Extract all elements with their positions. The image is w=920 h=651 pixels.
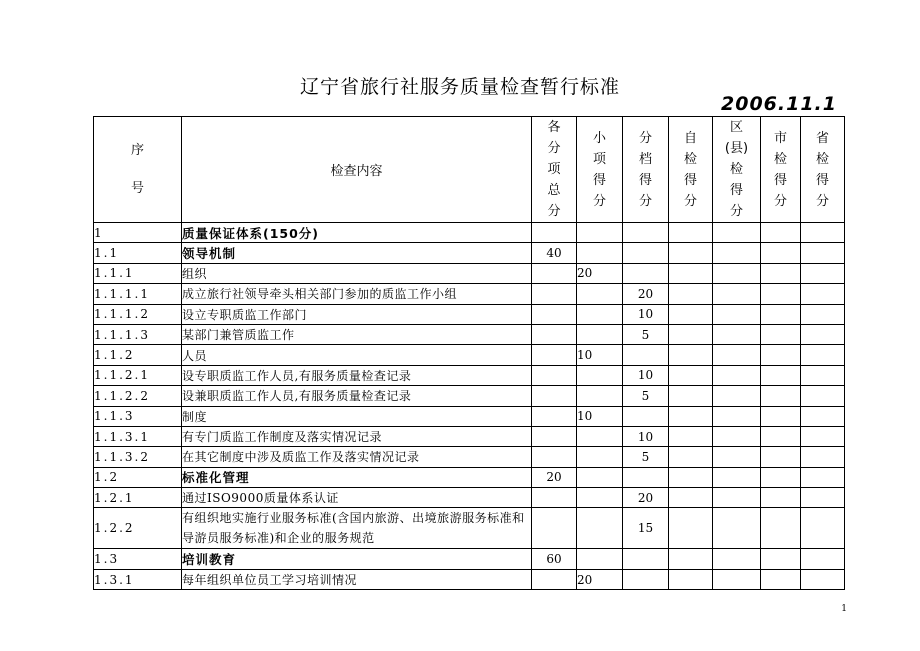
row-item-total	[532, 508, 577, 549]
row-content: 某部门兼管质监工作	[182, 324, 532, 344]
row-province-check	[801, 304, 845, 324]
header-city-check	[761, 117, 801, 223]
row-province-check	[801, 467, 845, 487]
page-number: 1	[841, 604, 847, 614]
row-item-total	[532, 345, 577, 365]
row-self-check	[669, 386, 713, 406]
row-self-check	[669, 324, 713, 344]
header-province-check	[801, 117, 845, 223]
table-row	[94, 365, 845, 385]
row-tier-score: 10	[623, 426, 669, 446]
row-code: 1.1.1.1	[94, 284, 182, 304]
row-content: 有组织地实施行业服务标准(含国内旅游、出境旅游服务标准和导游员服务标准)和企业的服务规范	[182, 508, 532, 549]
table-row	[94, 345, 845, 365]
row-item-total	[532, 488, 577, 508]
row-code: 1.1.3	[94, 406, 182, 426]
row-tier-score	[623, 243, 669, 263]
row-province-check	[801, 549, 845, 569]
row-self-check	[669, 263, 713, 283]
header-seq-line1: 序	[130, 142, 144, 158]
header-char: 分	[773, 193, 787, 209]
row-tier-score: 20	[623, 488, 669, 508]
row-content: 设立专职质监工作部门	[182, 304, 532, 324]
row-sub-score	[577, 549, 623, 569]
row-district-check	[713, 243, 761, 263]
row-code: 1.1.1.2	[94, 304, 182, 324]
row-code: 1.2.1	[94, 488, 182, 508]
row-district-check	[713, 284, 761, 304]
header-tier-score	[623, 117, 669, 223]
row-tier-score	[623, 345, 669, 365]
row-item-total	[532, 426, 577, 446]
row-city-check	[761, 243, 801, 263]
row-district-check	[713, 386, 761, 406]
row-item-total	[532, 223, 577, 243]
header-char: 分	[547, 204, 561, 219]
row-province-check	[801, 345, 845, 365]
row-code: 1.1.3.1	[94, 426, 182, 446]
row-province-check	[801, 386, 845, 406]
table-row	[94, 324, 845, 344]
row-code: 1.2	[94, 467, 182, 487]
header-item-total	[532, 117, 577, 223]
row-district-check	[713, 467, 761, 487]
row-self-check	[669, 569, 713, 589]
header-char: 项	[547, 162, 561, 177]
row-content: 组织	[182, 263, 532, 283]
header-char: 检	[815, 151, 829, 167]
row-city-check	[761, 304, 801, 324]
header-char: 档	[638, 151, 652, 167]
header-char: 得	[773, 172, 787, 188]
row-tier-score: 15	[623, 508, 669, 549]
row-province-check	[801, 263, 845, 283]
row-item-total: 20	[532, 467, 577, 487]
row-city-check	[761, 447, 801, 467]
row-content: 设兼职质监工作人员,有服务质量检查记录	[182, 386, 532, 406]
row-item-total	[532, 447, 577, 467]
row-item-total	[532, 406, 577, 426]
header-char: 小	[592, 130, 606, 146]
header-char: (县)	[724, 141, 749, 156]
table-row	[94, 467, 845, 487]
row-item-total	[532, 365, 577, 385]
row-city-check	[761, 406, 801, 426]
row-city-check	[761, 324, 801, 344]
header-char: 分	[729, 204, 743, 219]
header-self-check	[669, 117, 713, 223]
header-seq	[94, 117, 182, 223]
row-district-check	[713, 223, 761, 243]
document-date: 2006.11.1	[721, 93, 837, 115]
row-item-total	[532, 284, 577, 304]
header-sub-score	[577, 117, 623, 223]
row-tier-score: 5	[623, 324, 669, 344]
row-self-check	[669, 426, 713, 446]
table-row	[94, 447, 845, 467]
row-city-check	[761, 488, 801, 508]
row-content: 通过ISO9000质量体系认证	[182, 488, 532, 508]
row-province-check	[801, 569, 845, 589]
row-self-check	[669, 304, 713, 324]
row-content: 人员	[182, 345, 532, 365]
header-char: 自	[683, 130, 697, 146]
row-self-check	[669, 488, 713, 508]
row-city-check	[761, 467, 801, 487]
row-tier-score	[623, 467, 669, 487]
row-district-check	[713, 447, 761, 467]
table-row	[94, 284, 845, 304]
row-self-check	[669, 508, 713, 549]
row-district-check	[713, 324, 761, 344]
row-self-check	[669, 549, 713, 569]
row-sub-score: 20	[577, 263, 623, 283]
table-row	[94, 223, 845, 243]
row-district-check	[713, 345, 761, 365]
header-char: 得	[729, 183, 743, 198]
row-sub-score: 10	[577, 406, 623, 426]
header-district-check	[713, 117, 761, 223]
row-code: 1	[94, 223, 182, 243]
header-row	[94, 117, 845, 223]
row-tier-score: 5	[623, 386, 669, 406]
row-content: 领导机制	[182, 243, 532, 263]
row-district-check	[713, 569, 761, 589]
header-char: 得	[683, 172, 697, 188]
row-tier-score: 10	[623, 365, 669, 385]
row-item-total	[532, 304, 577, 324]
row-content: 每年组织单位员工学习培训情况	[182, 569, 532, 589]
row-district-check	[713, 488, 761, 508]
row-sub-score	[577, 426, 623, 446]
row-sub-score	[577, 304, 623, 324]
header-char: 各	[547, 120, 561, 135]
row-province-check	[801, 223, 845, 243]
row-sub-score	[577, 324, 623, 344]
header-seq-line2: 号	[130, 180, 144, 196]
row-content: 设专职质监工作人员,有服务质量检查记录	[182, 365, 532, 385]
row-district-check	[713, 406, 761, 426]
row-code: 1.1.1.3	[94, 324, 182, 344]
row-item-total	[532, 386, 577, 406]
row-sub-score	[577, 365, 623, 385]
row-city-check	[761, 386, 801, 406]
header-char: 市	[773, 130, 787, 146]
row-tier-score: 10	[623, 304, 669, 324]
header-content: 检查内容	[182, 117, 532, 223]
row-city-check	[761, 569, 801, 589]
header-char: 分	[815, 193, 829, 209]
header-char: 总	[547, 183, 561, 198]
row-province-check	[801, 243, 845, 263]
row-tier-score: 20	[623, 284, 669, 304]
row-province-check	[801, 324, 845, 344]
row-item-total: 60	[532, 549, 577, 569]
row-code: 1.3	[94, 549, 182, 569]
row-self-check	[669, 447, 713, 467]
table-row	[94, 386, 845, 406]
row-sub-score	[577, 447, 623, 467]
row-district-check	[713, 365, 761, 385]
row-province-check	[801, 488, 845, 508]
row-tier-score	[623, 549, 669, 569]
table-row	[94, 488, 845, 508]
row-self-check	[669, 406, 713, 426]
table-row	[94, 426, 845, 446]
header-char: 省	[815, 130, 829, 146]
row-self-check	[669, 284, 713, 304]
row-sub-score: 20	[577, 569, 623, 589]
row-code: 1.1.1	[94, 263, 182, 283]
table-row	[94, 243, 845, 263]
row-self-check	[669, 467, 713, 487]
row-district-check	[713, 508, 761, 549]
row-content: 标准化管理	[182, 467, 532, 487]
row-city-check	[761, 508, 801, 549]
row-code: 1.1.2.2	[94, 386, 182, 406]
row-self-check	[669, 365, 713, 385]
header-char: 得	[592, 172, 606, 188]
header-char: 项	[592, 151, 606, 167]
table-row	[94, 569, 845, 589]
row-sub-score	[577, 467, 623, 487]
header-char: 检	[683, 151, 697, 167]
standards-table	[93, 116, 845, 590]
row-code: 1.1	[94, 243, 182, 263]
row-province-check	[801, 426, 845, 446]
row-tier-score	[623, 406, 669, 426]
row-sub-score	[577, 488, 623, 508]
row-city-check	[761, 263, 801, 283]
header-char: 检	[729, 162, 743, 177]
header-char: 分	[683, 193, 697, 209]
row-item-total: 40	[532, 243, 577, 263]
row-district-check	[713, 263, 761, 283]
document-title: 辽宁省旅行社服务质量检查暂行标准	[299, 76, 620, 98]
table-row	[94, 508, 845, 549]
row-code: 1.1.2	[94, 345, 182, 365]
row-province-check	[801, 508, 845, 549]
row-city-check	[761, 284, 801, 304]
row-content: 制度	[182, 406, 532, 426]
row-tier-score	[623, 263, 669, 283]
row-sub-score: 10	[577, 345, 623, 365]
row-province-check	[801, 447, 845, 467]
header-char: 分	[547, 141, 561, 156]
row-sub-score	[577, 243, 623, 263]
row-content: 培训教育	[182, 549, 532, 569]
row-city-check	[761, 345, 801, 365]
row-city-check	[761, 549, 801, 569]
row-sub-score	[577, 508, 623, 549]
row-content: 有专门质监工作制度及落实情况记录	[182, 426, 532, 446]
row-content: 在其它制度中涉及质监工作及落实情况记录	[182, 447, 532, 467]
row-tier-score: 5	[623, 447, 669, 467]
row-tier-score	[623, 223, 669, 243]
table-row	[94, 263, 845, 283]
row-self-check	[669, 243, 713, 263]
row-item-total	[532, 263, 577, 283]
row-self-check	[669, 345, 713, 365]
header-char: 分	[638, 130, 652, 146]
row-city-check	[761, 426, 801, 446]
row-district-check	[713, 426, 761, 446]
row-district-check	[713, 304, 761, 324]
header-char: 得	[815, 172, 829, 188]
row-self-check	[669, 223, 713, 243]
row-sub-score	[577, 284, 623, 304]
row-item-total	[532, 569, 577, 589]
row-content: 成立旅行社领导牵头相关部门参加的质监工作小组	[182, 284, 532, 304]
table-row	[94, 406, 845, 426]
header-char: 分	[592, 193, 606, 209]
row-city-check	[761, 365, 801, 385]
header-char: 分	[638, 193, 652, 209]
row-code: 1.3.1	[94, 569, 182, 589]
row-district-check	[713, 549, 761, 569]
row-province-check	[801, 406, 845, 426]
row-tier-score	[623, 569, 669, 589]
row-city-check	[761, 223, 801, 243]
table-row	[94, 549, 845, 569]
table-row	[94, 304, 845, 324]
header-char: 检	[773, 151, 787, 167]
header-char: 得	[638, 172, 652, 188]
row-content: 质量保证体系(150分)	[182, 223, 532, 243]
row-sub-score	[577, 223, 623, 243]
row-sub-score	[577, 386, 623, 406]
row-code: 1.1.3.2	[94, 447, 182, 467]
row-code: 1.2.2	[94, 508, 182, 549]
row-province-check	[801, 284, 845, 304]
header-char: 区	[729, 120, 743, 135]
row-code: 1.1.2.1	[94, 365, 182, 385]
row-item-total	[532, 324, 577, 344]
row-province-check	[801, 365, 845, 385]
